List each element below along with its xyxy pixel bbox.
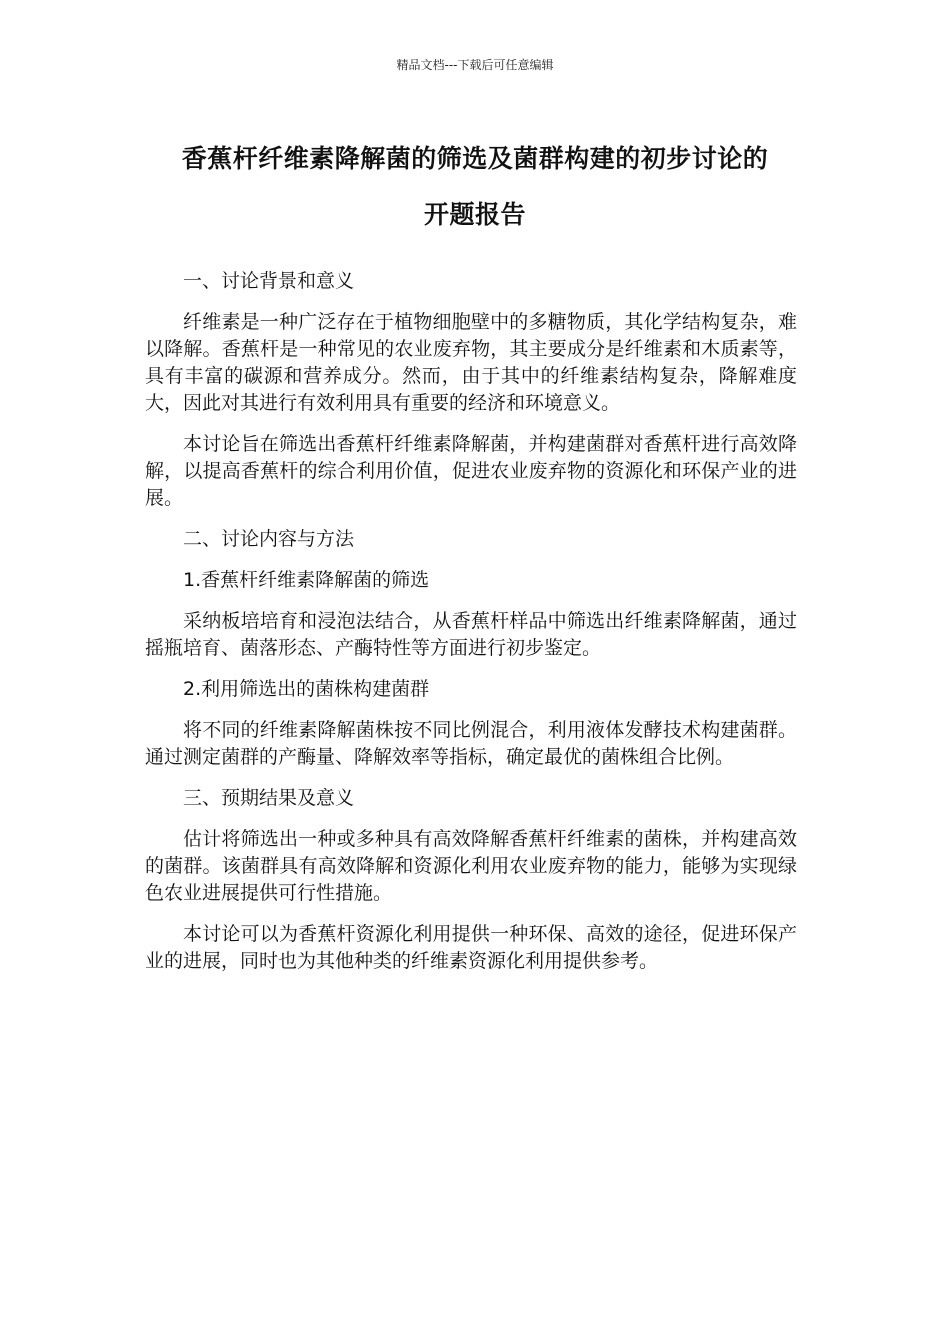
document-title xyxy=(140,131,810,243)
title-line-1: 香蕉杆纤维素降解菌的筛选及菌群构建的初步讨论的 xyxy=(181,144,769,173)
paragraph-expected-results: 估计将筛选出一种或多种具有高效降解香蕉杆纤维素的菌株，并构建高效的菌群。该菌群具有高效降解和资源化利用农业废弃物的能力，能够为实现绿色农业进展提供可行性措施。 xyxy=(145,828,797,904)
paragraph-cellulose-intro: 纤维素是一种广泛存在于植物细胞壁中的多糖物质，其化学结构复杂，难以降解。香蕉杆是一种常见的农业废弃物，其主要成分是纤维素和木质素等，具有丰富的碳源和营养成分。然而，由于其中的纤维素结构复杂，降解难度大，因此对其进行有效利用具有重要的经济和环境意义。 xyxy=(145,311,797,414)
paragraph-research-aim: 本讨论旨在筛选出香蕉杆纤维素降解菌，并构建菌群对香蕉杆进行高效降解，以提高香蕉杆的综合利用价值，促进农业废弃物的资源化和环保产业的进展。 xyxy=(145,433,797,509)
subheading-consortium: 2.利用筛选出的菌株构建菌群 xyxy=(183,678,430,700)
section-heading-background: 一、讨论背景和意义 xyxy=(183,270,355,292)
document-body xyxy=(145,268,797,989)
section-heading-expected-results: 三、预期结果及意义 xyxy=(183,787,355,809)
section-heading-methods: 二、讨论内容与方法 xyxy=(183,528,355,550)
header-note: 精品文档---下载后可任意编辑 xyxy=(396,58,554,72)
title-line-2: 开题报告 xyxy=(423,200,526,229)
subheading-screening: 1.香蕉杆纤维素降解菌的筛选 xyxy=(183,569,430,591)
paragraph-screening-method: 采纳板培培育和浸泡法结合，从香蕉杆样品中筛选出纤维素降解菌，通过摇瓶培育、菌落形态、产酶特性等方面进行初步鉴定。 xyxy=(145,610,797,659)
paragraph-significance: 本讨论可以为香蕉杆资源化利用提供一种环保、高效的途径，促进环保产业的进展，同时也为其他种类的纤维素资源化利用提供参考。 xyxy=(145,923,797,972)
paragraph-consortium-method: 将不同的纤维素降解菌株按不同比例混合，利用液体发酵技术构建菌群。通过测定菌群的产酶量、降解效率等指标，确定最优的菌株组合比例。 xyxy=(145,719,797,768)
